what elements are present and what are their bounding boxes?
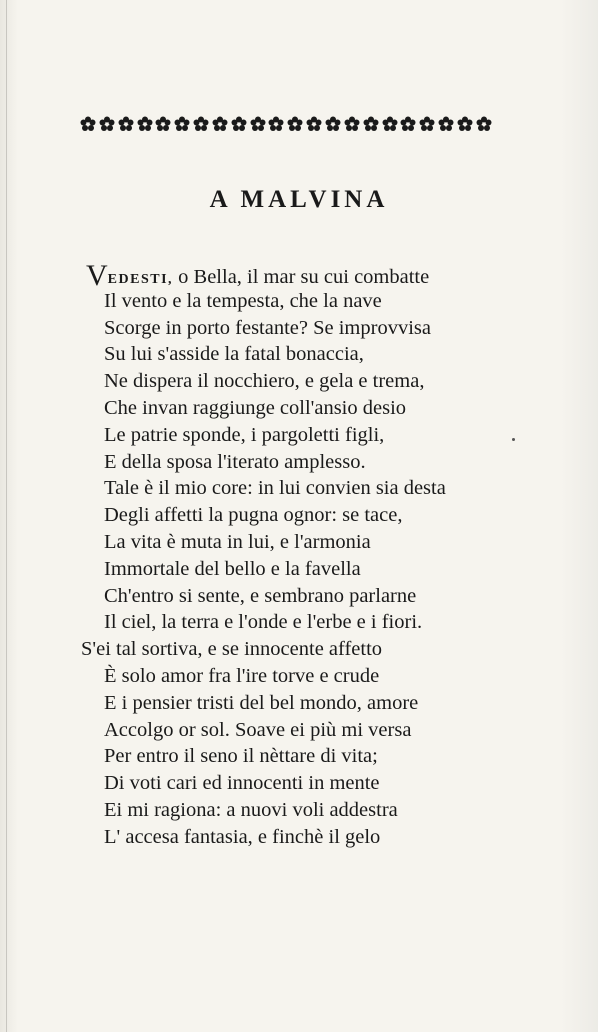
rosette-icon (155, 116, 171, 132)
rosette-icon (306, 116, 322, 132)
ink-speck (512, 438, 515, 441)
poem-line: Il ciel, la terra e l'onde e l'erbe e i fiori. (104, 611, 423, 633)
poem-line: Ne dispera il nocchiero, e gela e trema, (104, 370, 425, 392)
ornamental-border (80, 114, 492, 134)
drop-cap: V (86, 259, 108, 292)
first-word-smallcaps: EDESTI, (107, 272, 174, 287)
rosette-icon (400, 116, 416, 132)
poem-line: Ch'entro si sente, e sembrano parlarne (104, 585, 417, 607)
first-line-rest: o Bella, il mar su cui combatte (173, 266, 430, 288)
poem-line: Per entro il seno il nèttare di vita; (104, 745, 378, 767)
rosette-icon (344, 116, 360, 132)
rosette-icon (287, 116, 303, 132)
rosette-icon (325, 116, 341, 132)
rosette-icon (382, 116, 398, 132)
poem-line: Scorge in porto festante? Se improvvisa (104, 317, 431, 339)
poem-line: E i pensier tristi del bel mondo, amore (104, 692, 419, 714)
poem-line: Su lui s'asside la fatal bonaccia, (104, 343, 364, 365)
poem-line: Le patrie sponde, i pargoletti figli, (104, 424, 385, 446)
poem-first-line (86, 259, 430, 292)
rosette-icon (438, 116, 454, 132)
rosette-icon (99, 116, 115, 132)
rosette-icon (174, 116, 190, 132)
poem-line: Immortale del bello e la favella (104, 558, 361, 580)
poem-line: Di voti cari ed innocenti in mente (104, 772, 380, 794)
poem-title: A MALVINA (209, 186, 389, 213)
poem-line: È solo amor fra l'ire torve e crude (104, 665, 380, 687)
poem-line: E della sposa l'iterato amplesso. (104, 451, 366, 473)
poem-line: Degli affetti la pugna ognor: se tace, (104, 504, 403, 526)
rosette-icon (268, 116, 284, 132)
rosette-icon (476, 116, 492, 132)
poem-line: La vita è muta in lui, e l'armonia (104, 531, 371, 553)
poem-line: Tale è il mio core: in lui convien sia desta (104, 477, 446, 499)
page-gutter-edge (6, 0, 7, 1032)
rosette-icon (137, 116, 153, 132)
poem-line: Accolgo or sol. Soave ei più mi versa (104, 719, 412, 741)
rosette-icon (363, 116, 379, 132)
poem-line: Ei mi ragiona: a nuovi voli addestra (104, 799, 398, 821)
rosette-icon (419, 116, 435, 132)
rosette-icon (193, 116, 209, 132)
rosette-icon (118, 116, 134, 132)
rosette-icon (212, 116, 228, 132)
rosette-icon (231, 116, 247, 132)
rosette-icon (250, 116, 266, 132)
poem-line: L' accesa fantasia, e finchè il gelo (104, 826, 381, 848)
rosette-icon (80, 116, 96, 132)
poem-line: S'ei tal sortiva, e se innocente affetto (81, 638, 383, 660)
poem-line: Il vento e la tempesta, che la nave (104, 290, 382, 312)
poem-line: Che invan raggiunge coll'ansio desio (104, 397, 407, 419)
rosette-icon (457, 116, 473, 132)
